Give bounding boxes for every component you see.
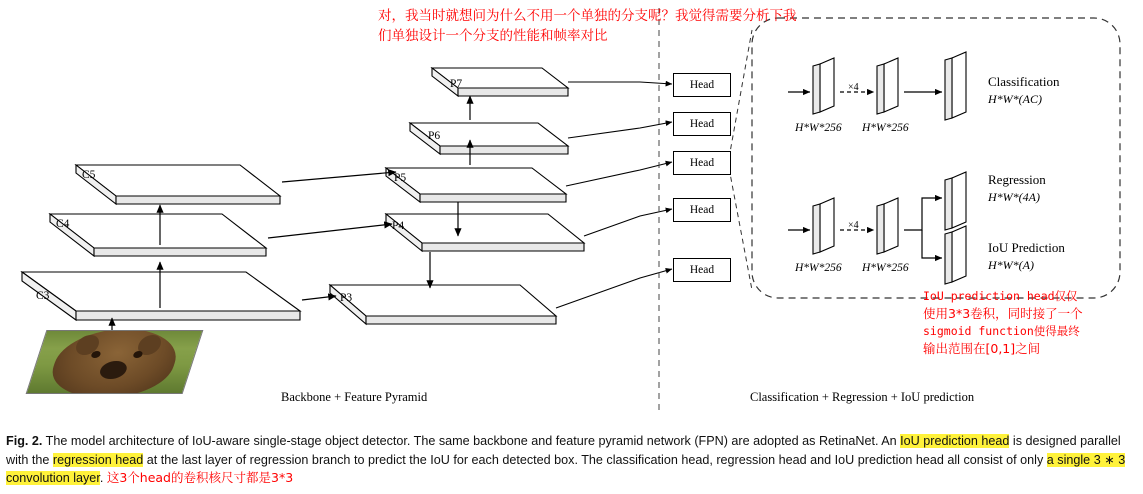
caption-fig-label: Fig. 2. xyxy=(6,434,43,448)
branch-title-classification: Classification xyxy=(988,74,1060,89)
conv-slab-iou-out xyxy=(945,226,966,284)
annotation-right xyxy=(923,288,1138,358)
head-label: Head xyxy=(689,264,715,276)
branch-title-regression: Regression xyxy=(988,172,1046,187)
conv-slab-reg-1 xyxy=(813,198,834,254)
head-box-p7[interactable] xyxy=(673,73,731,97)
head-box-p5[interactable] xyxy=(673,151,731,175)
conv-shape-cls-2: H*W*256 xyxy=(862,122,909,134)
caption-highlight-conv-layer: a single 3 ∗ 3 convolution layer xyxy=(6,452,1126,485)
branch-shape-iou: H*W*(A) xyxy=(988,258,1034,272)
conv-slab-cls-out xyxy=(945,52,966,120)
conv-slab-reg-out xyxy=(945,172,966,230)
annotation-right-line1: IoU prediction head仅仅 xyxy=(923,289,1078,303)
label-p7: P7 xyxy=(450,78,463,90)
feature-plane-c5 xyxy=(76,165,280,204)
conv-slab-cls-1 xyxy=(813,58,834,114)
branch-shape-regression: H*W*(4A) xyxy=(988,190,1040,204)
bottom-label-heads: Classification + Regression + IoU prediction xyxy=(750,390,975,404)
conv-shape-reg-2: H*W*256 xyxy=(862,262,909,274)
caption-highlight-iou-head: IoU prediction head xyxy=(900,434,1010,448)
conv-shape-cls-1: H*W*256 xyxy=(795,122,842,134)
head-box-p6[interactable] xyxy=(673,112,731,136)
conv-slab-reg-2 xyxy=(877,198,898,254)
head-label: Head xyxy=(689,157,715,169)
figure-caption xyxy=(6,432,1137,488)
label-p5: P5 xyxy=(394,172,407,184)
branch-shape-classification: H*W*(AC) xyxy=(988,92,1042,106)
head-box-p4[interactable] xyxy=(673,198,731,222)
head-label: Head xyxy=(689,79,715,91)
label-c4: C4 xyxy=(56,218,70,230)
head-box-p3[interactable] xyxy=(673,258,731,282)
annotation-right-line3: sigmoid function使得最终 xyxy=(923,324,1080,338)
conv-slab-cls-2 xyxy=(877,58,898,114)
label-c3: C3 xyxy=(36,290,50,302)
bottom-label-backbone: Backbone + Feature Pyramid xyxy=(281,390,428,404)
input-image xyxy=(26,330,204,394)
label-c5: C5 xyxy=(82,169,96,181)
label-p3: P3 xyxy=(340,292,353,304)
annotation-top xyxy=(378,6,808,46)
feature-plane-c3 xyxy=(22,272,300,320)
branch-title-iou: IoU Prediction xyxy=(988,240,1065,255)
caption-part1: The model architecture of IoU-aware single-stage object detector. The same backbone and feature pyramid network (FPN) are adopted as RetinaNet. An xyxy=(42,434,901,448)
caption-part2: is designed parallel with the xyxy=(6,434,1121,467)
pyramid-plane-p3 xyxy=(330,285,556,324)
caption-highlight-regression-head: regression head xyxy=(52,452,144,467)
pyramid-plane-p4 xyxy=(386,214,584,251)
head-label: Head xyxy=(689,204,715,216)
caption-part3: at the last layer of regression branch to predict the IoU for each detected box. The classification head, regression head and IoU prediction head all consist of only xyxy=(143,452,1047,467)
caption-annotation-cn: 这3个head的卷积核尺寸都是3*3 xyxy=(106,470,294,485)
label-p6: P6 xyxy=(428,130,441,142)
pyramid-plane-p5 xyxy=(386,168,566,202)
repeat-label-reg: ×4 xyxy=(848,220,859,231)
caption-part4: . xyxy=(99,471,107,485)
repeat-label-cls: ×4 xyxy=(848,82,859,93)
head-label: Head xyxy=(689,118,715,130)
annotation-right-line4: 输出范围在[0,1]之间 xyxy=(923,341,1041,356)
conv-shape-reg-1: H*W*256 xyxy=(795,262,842,274)
annotation-right-line2: 使用3*3卷积，同时接了一个 xyxy=(923,306,1083,321)
label-p4: P4 xyxy=(392,220,405,232)
feature-plane-c4 xyxy=(50,214,266,256)
annotation-top-text: 对，我当时就想问为什么不用一个单独的分支呢？我觉得需要分析下我们单独设计一个分支的性能和帧率对比 xyxy=(378,8,797,44)
